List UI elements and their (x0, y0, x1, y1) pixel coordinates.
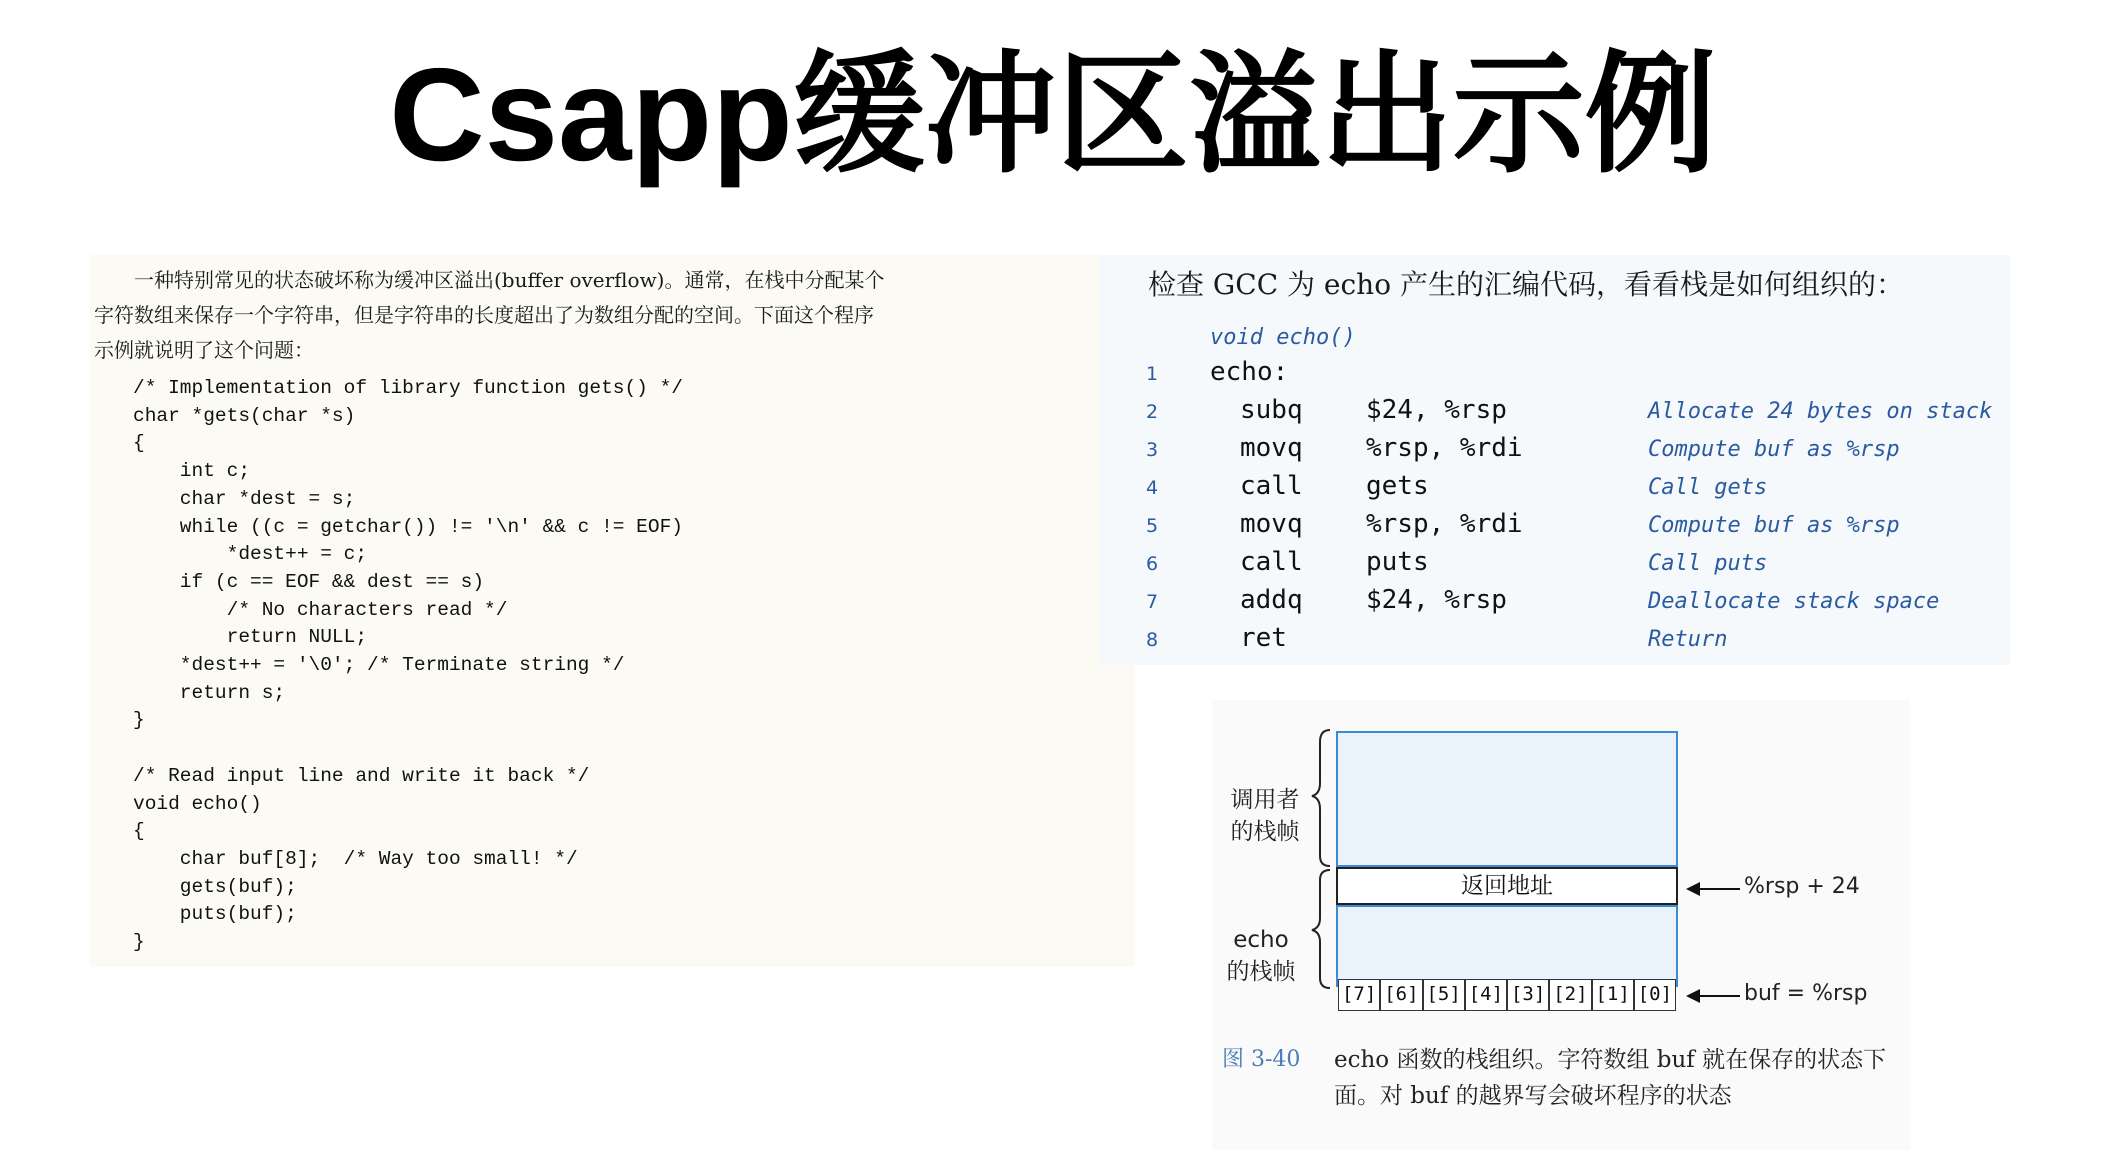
asm-instruction: ret (1240, 623, 1287, 653)
asm-comment: Compute buf as %rsp (1648, 437, 1900, 462)
caller-frame-label-line: 的栈帧 (1230, 819, 1300, 845)
figure-number: 图 3-40 (1222, 1047, 1301, 1072)
buf-array (1338, 979, 1676, 1011)
asm-comment: Call gets (1648, 475, 1768, 500)
asm-instruction: movq (1240, 509, 1303, 539)
asm-line (1140, 471, 2040, 509)
asm-instruction: movq (1240, 433, 1303, 463)
code-line: char *dest = s; (133, 487, 356, 510)
rsp24-arrow-line (1698, 888, 1740, 890)
assembly-intro: 检查 GCC 为 echo 产生的汇编代码，看看栈是如何组织的： (1148, 268, 1904, 301)
asm-instruction: subq (1240, 395, 1303, 425)
code-line: { (133, 432, 145, 455)
code-line: *dest++ = '\0'; /* Terminate string */ (133, 654, 625, 677)
code-line: void echo() (133, 792, 262, 815)
return-address-slot: 返回地址 (1336, 867, 1678, 905)
code-line: int c; (133, 460, 251, 483)
asm-operands: $24, %rsp (1366, 395, 1507, 425)
echo-brace (1312, 870, 1330, 988)
caption-text: echo 函数的栈组织。字符数组 buf 就在保存的状态下面。对 buf 的越界写会破坏程序的状态 (1334, 1047, 1887, 1109)
code-line: /* Read input line and write it back */ (133, 764, 590, 787)
asm-operands: %rsp, %rdi (1366, 509, 1523, 539)
code-line: } (133, 931, 145, 954)
assembly-signature: void echo() (1210, 325, 1356, 350)
code-line: /* No characters read */ (133, 598, 508, 621)
asm-instruction: echo: (1210, 357, 1289, 387)
buf-pointer-label: buf = %rsp (1744, 981, 1868, 1006)
line-number: 3 (1146, 439, 1159, 461)
code-line (133, 735, 683, 763)
asm-instruction: call (1240, 547, 1303, 577)
echo-frame-label-line: echo (1233, 927, 1289, 953)
asm-comment: Compute buf as %rsp (1648, 513, 1900, 538)
rsp24-pointer-label: %rsp + 24 (1744, 874, 1860, 899)
asm-comment: Allocate 24 bytes on stack (1648, 399, 1993, 424)
code-line: *dest++ = c; (133, 543, 368, 566)
buf-cell: [4] (1465, 979, 1507, 1011)
asm-instruction: addq (1240, 585, 1303, 615)
code-line: char *gets(char *s) (133, 404, 356, 427)
code-line: return NULL; (133, 626, 368, 649)
asm-operands: gets (1366, 471, 1429, 501)
code-line: return s; (133, 681, 286, 704)
code-line: gets(buf); (133, 875, 297, 898)
buf-cell: [1] (1592, 979, 1634, 1011)
asm-comment: Deallocate stack space (1648, 589, 1940, 614)
echo-frame-label (1216, 924, 1306, 988)
c-code-block (133, 375, 683, 957)
asm-line (1140, 585, 2040, 623)
asm-line (1140, 623, 2040, 661)
asm-line (1140, 357, 2040, 395)
asm-line (1140, 433, 2040, 471)
caller-stack-frame (1336, 731, 1678, 867)
code-line: /* Implementation of library function gets() */ (133, 377, 683, 399)
buf-cell: [3] (1507, 979, 1549, 1011)
intro-line: 一种特别常见的状态破坏称为缓冲区溢出(buffer overflow)。通常，在栈中分配某个 (134, 268, 885, 292)
intro-line: 示例就说明了这个问题： (94, 338, 314, 362)
asm-line (1140, 509, 2040, 547)
buf-cell: [0] (1634, 979, 1676, 1011)
asm-operands: %rsp, %rdi (1366, 433, 1523, 463)
asm-instruction: call (1240, 471, 1303, 501)
frame-bracket (1310, 728, 1334, 990)
buf-arrow-line (1698, 995, 1740, 997)
buf-cell: [2] (1549, 979, 1591, 1011)
buf-cell: [6] (1380, 979, 1422, 1011)
caller-frame-label-line: 调用者 (1230, 787, 1300, 813)
line-number: 2 (1146, 401, 1159, 423)
code-line: while ((c = getchar()) != '\n' && c != EOF) (133, 515, 683, 538)
asm-comment: Return (1648, 627, 1728, 652)
buf-cell: [5] (1423, 979, 1465, 1011)
line-number: 7 (1146, 591, 1159, 613)
code-line: { (133, 820, 145, 843)
intro-paragraph (94, 263, 1094, 368)
asm-operands: $24, %rsp (1366, 585, 1507, 615)
page-title: Csapp缓冲区溢出示例 (389, 41, 1717, 188)
code-line: if (c == EOF && dest == s) (133, 570, 485, 593)
asm-comment: Call puts (1648, 551, 1768, 576)
asm-line (1140, 547, 2040, 585)
buf-cell: [7] (1338, 979, 1380, 1011)
caller-frame-label (1220, 784, 1310, 848)
caller-brace (1312, 730, 1330, 866)
code-line: } (133, 709, 145, 732)
echo-stack-frame (1336, 905, 1678, 987)
line-number: 8 (1146, 629, 1159, 651)
line-number: 5 (1146, 515, 1159, 537)
code-line: char buf[8]; /* Way too small! */ (133, 847, 578, 870)
asm-operands: puts (1366, 547, 1429, 577)
line-number: 1 (1146, 363, 1159, 385)
code-line: puts(buf); (133, 903, 297, 926)
intro-line: 字符数组来保存一个字符串，但是字符串的长度超出了为数组分配的空间。下面这个程序 (94, 303, 874, 327)
asm-line (1140, 395, 2040, 433)
line-number: 6 (1146, 553, 1159, 575)
line-number: 4 (1146, 477, 1159, 499)
echo-frame-label-line: 的栈帧 (1226, 959, 1296, 985)
